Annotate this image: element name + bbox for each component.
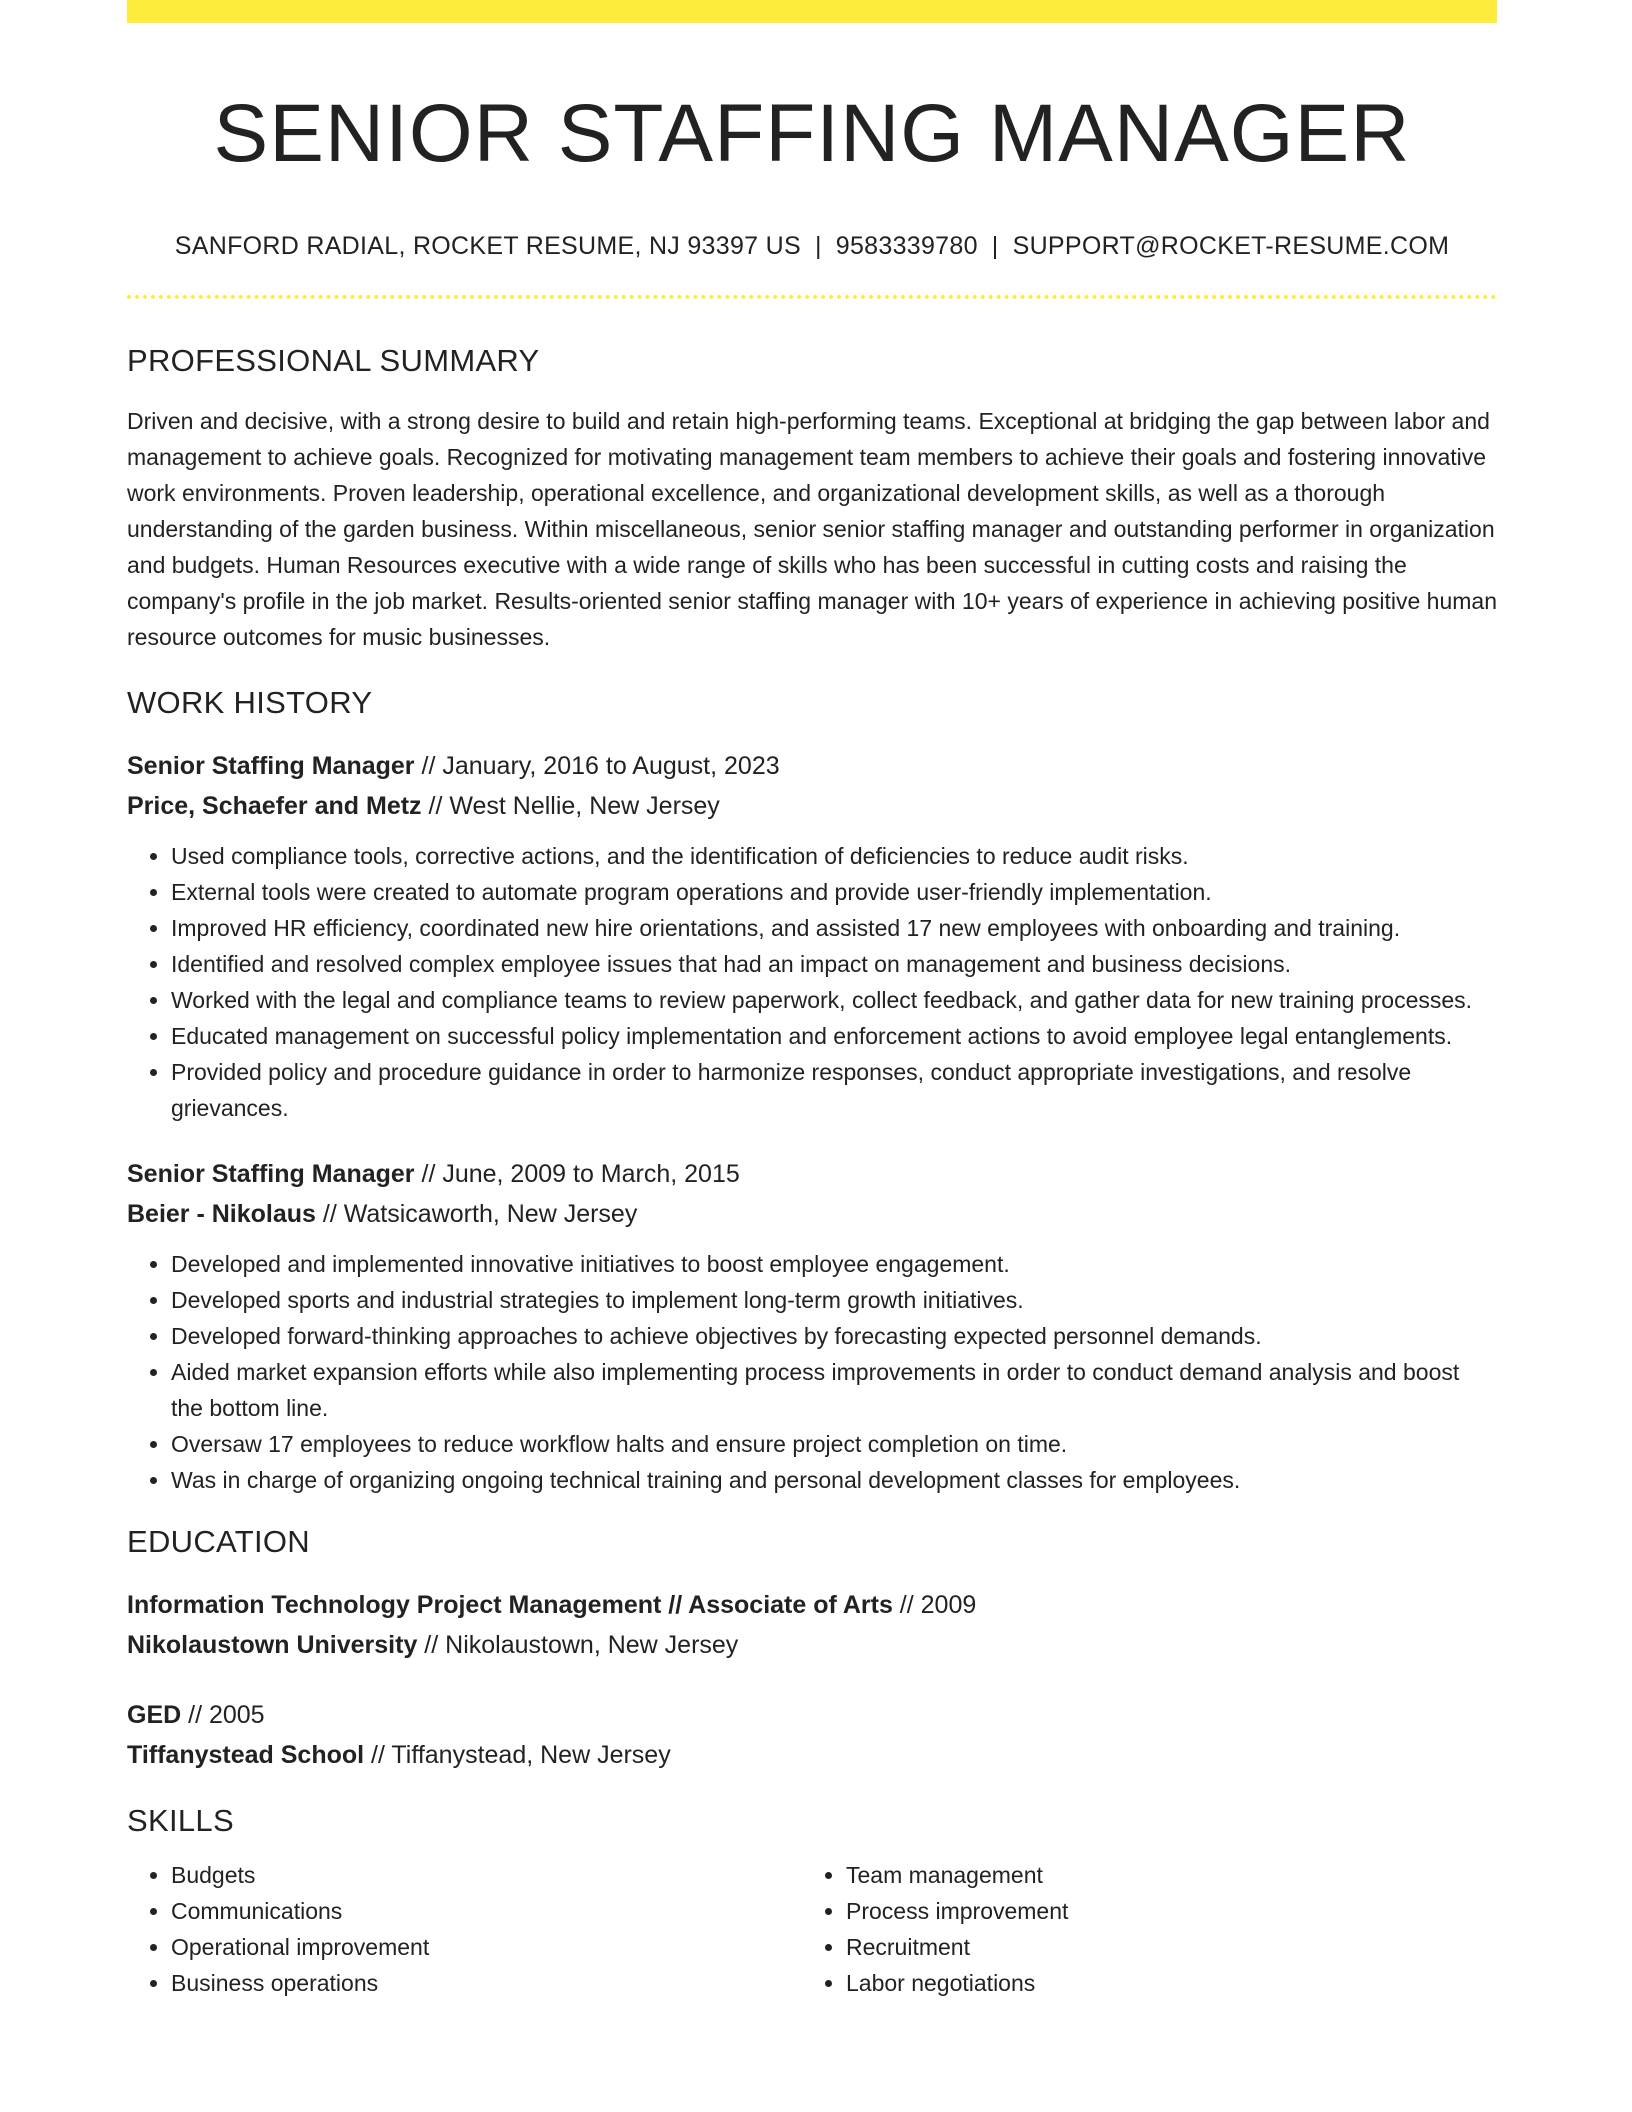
job-title: Senior Staffing Manager [127, 1160, 415, 1188]
skills-columns [127, 1857, 1497, 2001]
education-school-line [127, 1735, 1497, 1775]
resume-page [127, 0, 1497, 2001]
skill-item: • Labor negotiations [846, 1965, 1477, 2001]
contact-phone: 9583339780 [835, 232, 978, 260]
job-entry [127, 1154, 1497, 1498]
job-entry [127, 746, 1497, 1126]
list-item: • Identified and resolved complex employee issues that had an impact on management and business decisions. [171, 946, 1497, 982]
education-location: // Nikolaustown, New Jersey [417, 1631, 739, 1659]
list-item: • Educated management on successful policy implementation and enforcement actions to avoid employee legal entanglements. [171, 1018, 1497, 1054]
list-item: • Oversaw 17 employees to reduce workflow halts and ensure project completion on time. [171, 1426, 1497, 1462]
skills-heading: SKILLS [127, 1803, 234, 1838]
list-item: • Used compliance tools, corrective actions, and the identification of deficiencies to reduce audit risks. [171, 838, 1497, 874]
contact-line [127, 230, 1497, 262]
job-title-line [127, 746, 1497, 786]
list-item: • Was in charge of organizing ongoing technical training and personal development classes for employees. [171, 1462, 1497, 1498]
job-dates: // June, 2009 to March, 2015 [414, 1160, 740, 1188]
education-year: // 2009 [892, 1591, 977, 1619]
skill-item: • Operational improvement [171, 1929, 802, 1965]
contact-address: SANFORD RADIAL, ROCKET RESUME, NJ 93397 US [174, 232, 801, 260]
job-title: Senior Staffing Manager [127, 752, 415, 780]
education-degree: Information Technology Project Management // Associate of Arts [127, 1591, 893, 1619]
skill-item: • Recruitment [846, 1929, 1477, 1965]
education-school-line [127, 1625, 1497, 1665]
education-school: Tiffanystead School [127, 1741, 365, 1769]
job-bullets [127, 838, 1497, 1126]
resume-title: SENIOR STAFFING MANAGER [213, 88, 1411, 179]
job-company: Beier - Nikolaus [127, 1200, 316, 1228]
contact-email: SUPPORT@ROCKET-RESUME.COM [1012, 232, 1450, 260]
list-item: • Developed forward-thinking approaches to achieve objectives by forecasting expected personnel demands. [171, 1318, 1497, 1354]
contact-separator: | [814, 232, 822, 260]
skill-item: • Process improvement [846, 1893, 1477, 1929]
skill-item: • Business operations [171, 1965, 802, 2001]
education-school: Nikolaustown University [127, 1631, 418, 1659]
list-item: • Developed and implemented innovative initiatives to boost employee engagement. [171, 1246, 1497, 1282]
work-history-heading: WORK HISTORY [127, 685, 373, 720]
skill-item: • Budgets [171, 1857, 802, 1893]
contact-separator: | [991, 232, 999, 260]
dotted-divider [127, 295, 1497, 299]
job-location: // West Nellie, New Jersey [421, 792, 720, 820]
list-item: • Provided policy and procedure guidance in order to harmonize responses, conduct appropriate investigations, and resolve grievances. [171, 1054, 1497, 1126]
summary-heading: PROFESSIONAL SUMMARY [127, 343, 540, 378]
job-dates: // January, 2016 to August, 2023 [414, 752, 780, 780]
top-accent-bar [127, 0, 1497, 23]
education-heading: EDUCATION [127, 1524, 310, 1559]
list-item: • External tools were created to automate program operations and provide user-friendly implementation. [171, 874, 1497, 910]
skill-item: • Team management [846, 1857, 1477, 1893]
education-entry [127, 1585, 1497, 1665]
education-year: // 2005 [181, 1701, 265, 1729]
job-company: Price, Schaefer and Metz [127, 792, 422, 820]
job-bullets [127, 1246, 1497, 1498]
job-location: // Watsicaworth, New Jersey [315, 1200, 638, 1228]
education-degree-line [127, 1695, 1497, 1735]
list-item: • Worked with the legal and compliance teams to review paperwork, collect feedback, and gather data for new training processes. [171, 982, 1497, 1018]
list-item: • Aided market expansion efforts while also implementing process improvements in order to conduct demand analysis and boost the bottom line. [171, 1354, 1497, 1426]
education-location: // Tiffanystead, New Jersey [364, 1741, 671, 1769]
education-entry [127, 1695, 1497, 1775]
skills-list-right [802, 1857, 1477, 2001]
education-degree-line [127, 1585, 1497, 1625]
skills-list-left [127, 1857, 802, 2001]
summary-text: Driven and decisive, with a strong desire to build and retain high-performing teams. Exceptional at bridging the gap between labor and management to achieve goals. Recognized for motivating management team members to achieve their goals and fostering innovative work environments. Proven leadership, operational excellence, and organizational development skills, as well as a thorough understanding of the garden business. Within miscellaneous, senior senior staffing manager and outstanding performer in organization and budgets. Human Resources executive with a wide range of skills who has been successful in cutting costs and raising the company's profile in the job market. Results-oriented senior staffing manager with 10+ years of experience in achieving positive human resource outcomes for music businesses. [127, 408, 1498, 650]
skill-item: • Communications [171, 1893, 802, 1929]
education-degree: GED [127, 1701, 182, 1729]
list-item: • Improved HR efficiency, coordinated new hire orientations, and assisted 17 new employees with onboarding and training. [171, 910, 1497, 946]
list-item: • Developed sports and industrial strategies to implement long-term growth initiatives. [171, 1282, 1497, 1318]
job-title-line [127, 1154, 1497, 1194]
job-company-line [127, 786, 1497, 826]
job-company-line [127, 1194, 1497, 1234]
